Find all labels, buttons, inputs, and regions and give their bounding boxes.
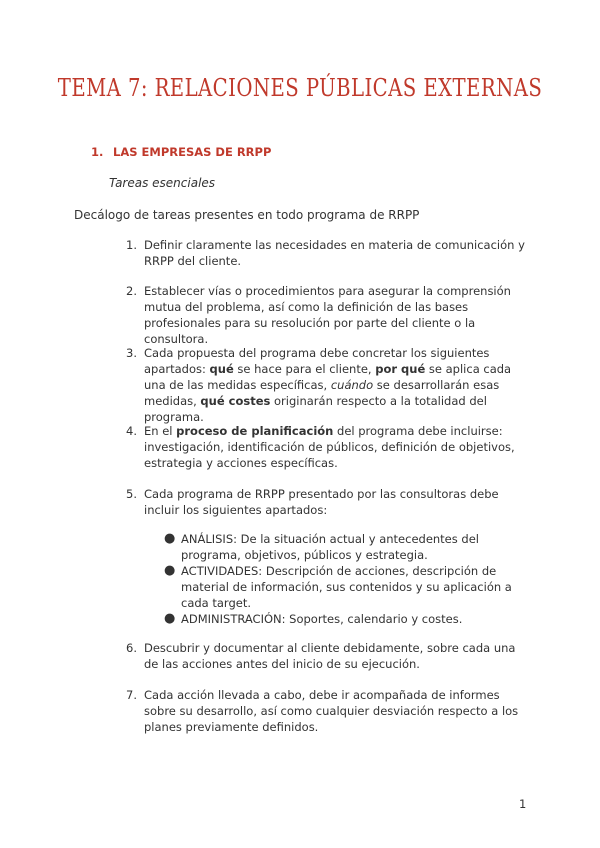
item-text: En el proceso de planificación del programa debe incluirse: investigación, identificación de públicos, definición de objetivos, estrategia y acciones específicas. — [144, 424, 515, 470]
intro-text: Decálogo de tareas presentes en todo programa de RRPP — [74, 208, 420, 222]
bullet-item: ● ACTIVIDADES: Descripción de acciones, descripción de material de información, sus contenidos y su aplicación a cada target. — [164, 563, 512, 610]
item-number: 3. — [126, 346, 137, 360]
page-number: 1 — [519, 797, 527, 811]
item-text: Cada propuesta del programa debe concretar los siguientes apartados: qué se hace para el cliente, por qué se aplica cada una de las medidas específicas, cuándo se desarrollarán esas medidas, qué costes originarán respecto a la totalidad del programa. — [144, 346, 512, 424]
list-item — [126, 237, 526, 269]
item-text: Cada acción llevada a cabo, debe ir acompañada de informes sobre su desarrollo, así como cualquier desviación respecto a los planes previamente definidos. — [144, 688, 519, 734]
item-text: Descubrir y documentar al cliente debidamente, sobre cada una de las acciones antes del inicio de su ejecución. — [144, 641, 516, 671]
list-item — [126, 283, 526, 347]
list-item — [126, 486, 526, 518]
list-item — [126, 345, 526, 425]
subheading: Tareas esenciales — [109, 176, 216, 190]
item-text: Cada programa de RRPP presentado por las consultoras debe incluir los siguientes apartados: — [144, 487, 499, 517]
list-item — [126, 640, 526, 672]
bullet-dot: ● — [164, 531, 176, 546]
section-number: 1. — [91, 145, 104, 159]
item-text: Establecer vías o procedimientos para asegurar la comprensión mutua del problema, así como la definición de las bases profesionales para su resolución por parte del cliente o la consultora. — [144, 284, 511, 346]
item-text: Definir claramente las necesidades en materia de comunicación y RRPP del cliente. — [144, 238, 525, 268]
item-number: 4. — [126, 424, 137, 438]
bullet-dot: ● — [164, 563, 176, 578]
item-number: 6. — [126, 641, 137, 655]
list-item — [126, 423, 526, 471]
item-number: 5. — [126, 487, 137, 501]
section-heading — [91, 145, 271, 159]
bullet-list — [164, 531, 534, 627]
bullet-item: ● ADMINISTRACIÓN: Soportes, calendario y costes. — [164, 611, 463, 626]
item-number: 1. — [126, 238, 137, 252]
section-label: LAS EMPRESAS DE RRPP — [113, 145, 272, 159]
list-item — [126, 687, 526, 735]
page-title: TEMA 7: RELACIONES PÚBLICAS EXTERNAS — [57, 74, 543, 102]
bullet-dot: ● — [164, 611, 176, 626]
item-number: 7. — [126, 688, 137, 702]
item-number: 2. — [126, 284, 137, 298]
bullet-item: ● ANÁLISIS: De la situación actual y antecedentes del programa, objetivos, públicos y estrategia. — [164, 531, 479, 562]
